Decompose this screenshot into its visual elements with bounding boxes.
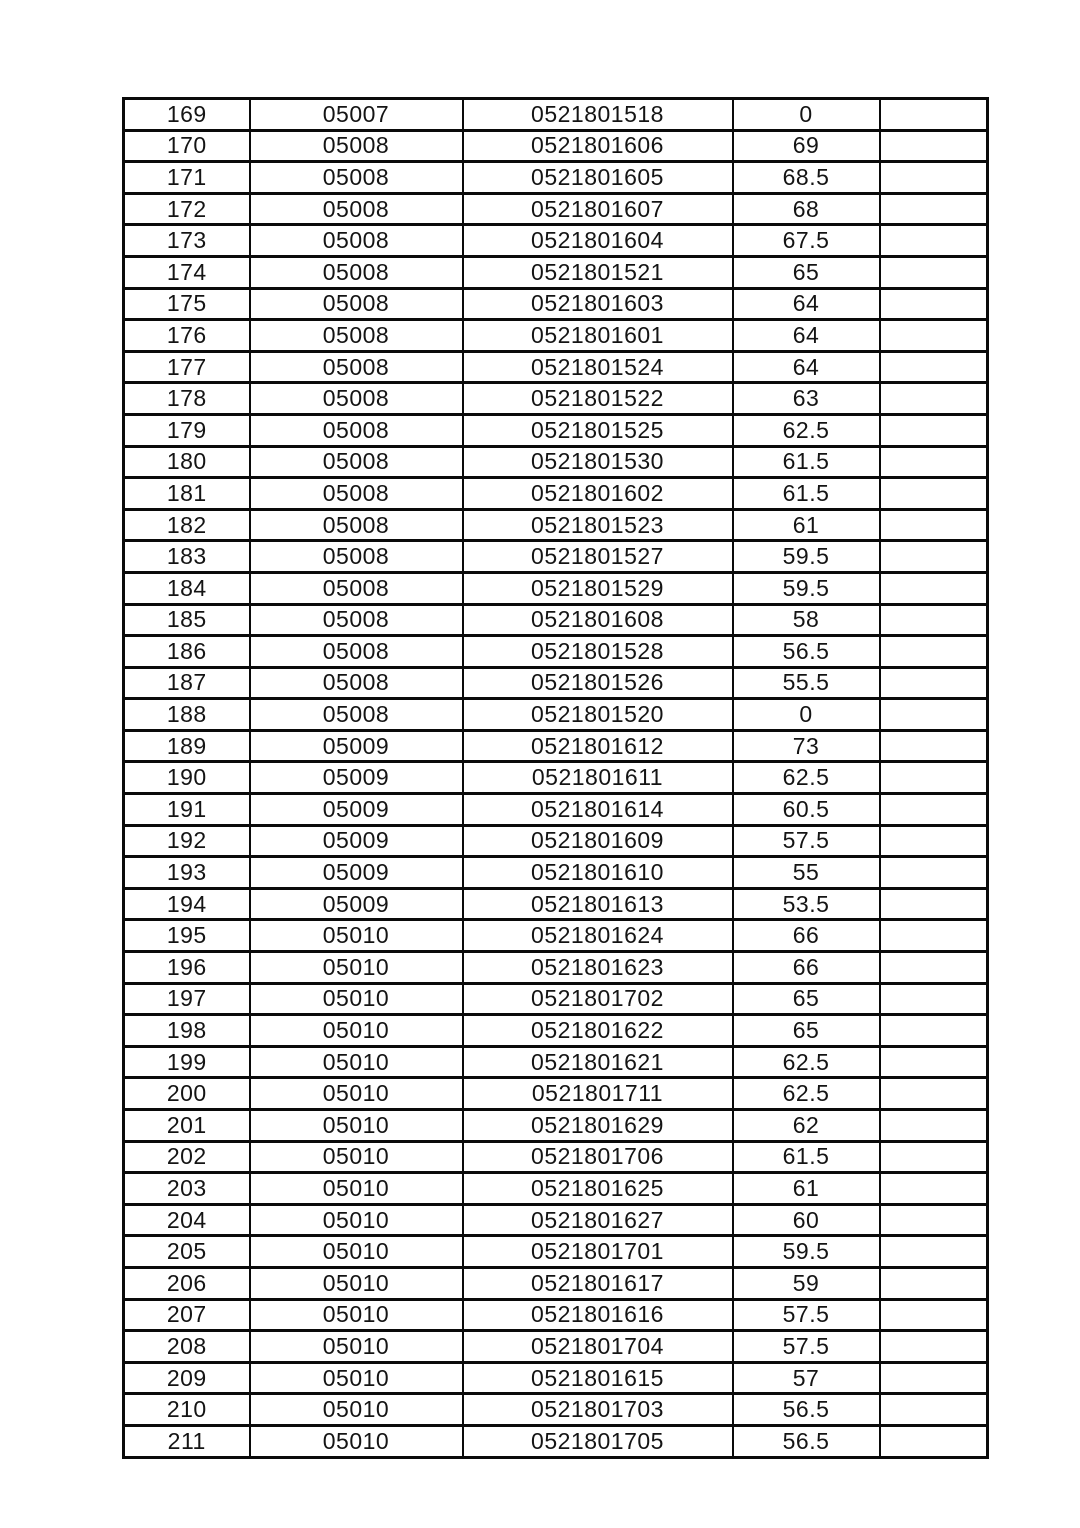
score-cell: 60.5 — [733, 794, 880, 826]
row-number-cell: 172 — [124, 193, 250, 225]
score-cell: 61 — [733, 1173, 880, 1205]
group-code-cell: 05010 — [250, 1236, 463, 1268]
remark-cell — [880, 288, 988, 320]
candidate-id-cell: 0521801612 — [463, 730, 733, 762]
group-code-cell: 05010 — [250, 1173, 463, 1205]
group-code-cell: 05008 — [250, 288, 463, 320]
remark-cell — [880, 857, 988, 889]
candidate-id-cell: 0521801602 — [463, 478, 733, 510]
remark-cell — [880, 1299, 988, 1331]
row-number-cell: 178 — [124, 383, 250, 415]
group-code-cell: 05010 — [250, 1015, 463, 1047]
row-number-cell: 179 — [124, 414, 250, 446]
table-row — [124, 1236, 988, 1268]
group-code-cell: 05008 — [250, 383, 463, 415]
candidate-id-cell: 0521801518 — [463, 99, 733, 131]
remark-cell — [880, 1141, 988, 1173]
group-code-cell: 05010 — [250, 1267, 463, 1299]
group-code-cell: 05010 — [250, 1299, 463, 1331]
remark-cell — [880, 825, 988, 857]
row-number-cell: 173 — [124, 225, 250, 257]
candidate-id-cell: 0521801603 — [463, 288, 733, 320]
score-cell: 69 — [733, 130, 880, 162]
row-number-cell: 187 — [124, 667, 250, 699]
row-number-cell: 184 — [124, 572, 250, 604]
candidate-id-cell: 0521801610 — [463, 857, 733, 889]
table-row — [124, 888, 988, 920]
remark-cell — [880, 1425, 988, 1457]
remark-cell — [880, 99, 988, 131]
candidate-id-cell: 0521801615 — [463, 1362, 733, 1394]
table-row — [124, 541, 988, 573]
table-row — [124, 193, 988, 225]
group-code-cell: 05007 — [250, 99, 463, 131]
score-cell: 66 — [733, 920, 880, 952]
group-code-cell: 05008 — [250, 636, 463, 668]
score-cell: 65 — [733, 1015, 880, 1047]
remark-cell — [880, 1394, 988, 1426]
group-code-cell: 05010 — [250, 1046, 463, 1078]
score-cell: 65 — [733, 983, 880, 1015]
score-cell: 56.5 — [733, 1425, 880, 1457]
candidate-id-cell: 0521801629 — [463, 1110, 733, 1142]
remark-cell — [880, 1331, 988, 1363]
row-number-cell: 202 — [124, 1141, 250, 1173]
remark-cell — [880, 699, 988, 731]
remark-cell — [880, 1173, 988, 1205]
score-cell: 64 — [733, 320, 880, 352]
row-number-cell: 194 — [124, 888, 250, 920]
score-cell: 61 — [733, 509, 880, 541]
table-row — [124, 794, 988, 826]
candidate-id-cell: 0521801530 — [463, 446, 733, 478]
row-number-cell: 203 — [124, 1173, 250, 1205]
score-cell: 60 — [733, 1204, 880, 1236]
candidate-id-cell: 0521801711 — [463, 1078, 733, 1110]
group-code-cell: 05008 — [250, 604, 463, 636]
remark-cell — [880, 636, 988, 668]
score-cell: 57 — [733, 1362, 880, 1394]
group-code-cell: 05008 — [250, 130, 463, 162]
remark-cell — [880, 572, 988, 604]
group-code-cell: 05009 — [250, 857, 463, 889]
score-cell: 59.5 — [733, 572, 880, 604]
remark-cell — [880, 478, 988, 510]
score-cell: 53.5 — [733, 888, 880, 920]
table-row — [124, 225, 988, 257]
score-cell: 65 — [733, 256, 880, 288]
table-row — [124, 1173, 988, 1205]
table-row — [124, 1299, 988, 1331]
table-row — [124, 762, 988, 794]
table-row — [124, 1267, 988, 1299]
score-cell: 66 — [733, 952, 880, 984]
row-number-cell: 185 — [124, 604, 250, 636]
score-cell: 0 — [733, 99, 880, 131]
candidate-id-cell: 0521801622 — [463, 1015, 733, 1047]
score-cell: 73 — [733, 730, 880, 762]
row-number-cell: 192 — [124, 825, 250, 857]
candidate-id-cell: 0521801529 — [463, 572, 733, 604]
group-code-cell: 05010 — [250, 1078, 463, 1110]
score-table — [122, 97, 989, 1459]
score-cell: 64 — [733, 288, 880, 320]
candidate-id-cell: 0521801703 — [463, 1394, 733, 1426]
candidate-id-cell: 0521801704 — [463, 1331, 733, 1363]
score-cell: 55.5 — [733, 667, 880, 699]
table-row — [124, 983, 988, 1015]
remark-cell — [880, 193, 988, 225]
candidate-id-cell: 0521801701 — [463, 1236, 733, 1268]
group-code-cell: 05008 — [250, 256, 463, 288]
candidate-id-cell: 0521801614 — [463, 794, 733, 826]
row-number-cell: 207 — [124, 1299, 250, 1331]
remark-cell — [880, 414, 988, 446]
remark-cell — [880, 383, 988, 415]
group-code-cell: 05010 — [250, 1362, 463, 1394]
group-code-cell: 05008 — [250, 572, 463, 604]
group-code-cell: 05010 — [250, 983, 463, 1015]
table-row — [124, 1362, 988, 1394]
remark-cell — [880, 320, 988, 352]
row-number-cell: 199 — [124, 1046, 250, 1078]
group-code-cell: 05009 — [250, 888, 463, 920]
remark-cell — [880, 730, 988, 762]
row-number-cell: 170 — [124, 130, 250, 162]
remark-cell — [880, 1015, 988, 1047]
group-code-cell: 05010 — [250, 1394, 463, 1426]
table-row — [124, 730, 988, 762]
row-number-cell: 189 — [124, 730, 250, 762]
remark-cell — [880, 952, 988, 984]
remark-cell — [880, 1078, 988, 1110]
row-number-cell: 181 — [124, 478, 250, 510]
table-row — [124, 256, 988, 288]
group-code-cell: 05010 — [250, 1331, 463, 1363]
remark-cell — [880, 162, 988, 194]
score-cell: 62.5 — [733, 762, 880, 794]
table-row — [124, 636, 988, 668]
candidate-id-cell: 0521801605 — [463, 162, 733, 194]
group-code-cell: 05008 — [250, 193, 463, 225]
group-code-cell: 05009 — [250, 794, 463, 826]
remark-cell — [880, 1204, 988, 1236]
remark-cell — [880, 920, 988, 952]
score-cell: 67.5 — [733, 225, 880, 257]
remark-cell — [880, 604, 988, 636]
table-row — [124, 857, 988, 889]
table-row — [124, 604, 988, 636]
row-number-cell: 205 — [124, 1236, 250, 1268]
remark-cell — [880, 541, 988, 573]
row-number-cell: 176 — [124, 320, 250, 352]
remark-cell — [880, 1267, 988, 1299]
table-row — [124, 478, 988, 510]
row-number-cell: 204 — [124, 1204, 250, 1236]
table-row — [124, 383, 988, 415]
row-number-cell: 182 — [124, 509, 250, 541]
table-row — [124, 1046, 988, 1078]
candidate-id-cell: 0521801604 — [463, 225, 733, 257]
group-code-cell: 05010 — [250, 1141, 463, 1173]
table-row — [124, 699, 988, 731]
score-cell: 61.5 — [733, 478, 880, 510]
score-cell: 56.5 — [733, 636, 880, 668]
remark-cell — [880, 1236, 988, 1268]
remark-cell — [880, 351, 988, 383]
table-row — [124, 351, 988, 383]
group-code-cell: 05008 — [250, 509, 463, 541]
row-number-cell: 175 — [124, 288, 250, 320]
group-code-cell: 05008 — [250, 446, 463, 478]
remark-cell — [880, 225, 988, 257]
remark-cell — [880, 667, 988, 699]
score-cell: 64 — [733, 351, 880, 383]
score-cell: 63 — [733, 383, 880, 415]
row-number-cell: 206 — [124, 1267, 250, 1299]
remark-cell — [880, 794, 988, 826]
row-number-cell: 201 — [124, 1110, 250, 1142]
row-number-cell: 197 — [124, 983, 250, 1015]
group-code-cell: 05009 — [250, 825, 463, 857]
group-code-cell: 05009 — [250, 762, 463, 794]
table-row — [124, 320, 988, 352]
candidate-id-cell: 0521801616 — [463, 1299, 733, 1331]
row-number-cell: 174 — [124, 256, 250, 288]
row-number-cell: 209 — [124, 1362, 250, 1394]
remark-cell — [880, 256, 988, 288]
table-row — [124, 99, 988, 131]
table-row — [124, 1141, 988, 1173]
candidate-id-cell: 0521801611 — [463, 762, 733, 794]
score-cell: 0 — [733, 699, 880, 731]
table-row — [124, 825, 988, 857]
candidate-id-cell: 0521801525 — [463, 414, 733, 446]
row-number-cell: 196 — [124, 952, 250, 984]
group-code-cell: 05010 — [250, 1110, 463, 1142]
candidate-id-cell: 0521801522 — [463, 383, 733, 415]
candidate-id-cell: 0521801608 — [463, 604, 733, 636]
remark-cell — [880, 1362, 988, 1394]
row-number-cell: 190 — [124, 762, 250, 794]
row-number-cell: 188 — [124, 699, 250, 731]
remark-cell — [880, 1110, 988, 1142]
group-code-cell: 05008 — [250, 225, 463, 257]
candidate-id-cell: 0521801621 — [463, 1046, 733, 1078]
candidate-id-cell: 0521801524 — [463, 351, 733, 383]
candidate-id-cell: 0521801601 — [463, 320, 733, 352]
row-number-cell: 186 — [124, 636, 250, 668]
group-code-cell: 05010 — [250, 1204, 463, 1236]
candidate-id-cell: 0521801627 — [463, 1204, 733, 1236]
row-number-cell: 191 — [124, 794, 250, 826]
candidate-id-cell: 0521801521 — [463, 256, 733, 288]
score-cell: 62.5 — [733, 1046, 880, 1078]
candidate-id-cell: 0521801606 — [463, 130, 733, 162]
group-code-cell: 05008 — [250, 667, 463, 699]
candidate-id-cell: 0521801528 — [463, 636, 733, 668]
row-number-cell: 169 — [124, 99, 250, 131]
table-row — [124, 1331, 988, 1363]
score-cell: 58 — [733, 604, 880, 636]
score-cell: 55 — [733, 857, 880, 889]
group-code-cell: 05008 — [250, 699, 463, 731]
remark-cell — [880, 446, 988, 478]
candidate-id-cell: 0521801623 — [463, 952, 733, 984]
table-row — [124, 130, 988, 162]
table-row — [124, 1110, 988, 1142]
row-number-cell: 195 — [124, 920, 250, 952]
score-cell: 59.5 — [733, 1236, 880, 1268]
table-row — [124, 1078, 988, 1110]
remark-cell — [880, 762, 988, 794]
remark-cell — [880, 130, 988, 162]
row-number-cell: 193 — [124, 857, 250, 889]
group-code-cell: 05008 — [250, 320, 463, 352]
candidate-id-cell: 0521801625 — [463, 1173, 733, 1205]
candidate-id-cell: 0521801527 — [463, 541, 733, 573]
score-cell: 59.5 — [733, 541, 880, 573]
table-row — [124, 509, 988, 541]
group-code-cell: 05008 — [250, 478, 463, 510]
group-code-cell: 05010 — [250, 1425, 463, 1457]
score-cell: 56.5 — [733, 1394, 880, 1426]
group-code-cell: 05008 — [250, 541, 463, 573]
row-number-cell: 208 — [124, 1331, 250, 1363]
table-row — [124, 288, 988, 320]
score-cell: 62.5 — [733, 1078, 880, 1110]
table-row — [124, 162, 988, 194]
table-row — [124, 667, 988, 699]
group-code-cell: 05008 — [250, 351, 463, 383]
candidate-id-cell: 0521801613 — [463, 888, 733, 920]
table-row — [124, 446, 988, 478]
table-row — [124, 1394, 988, 1426]
candidate-id-cell: 0521801526 — [463, 667, 733, 699]
score-table-body — [124, 99, 988, 1458]
candidate-id-cell: 0521801624 — [463, 920, 733, 952]
table-row — [124, 952, 988, 984]
candidate-id-cell: 0521801706 — [463, 1141, 733, 1173]
group-code-cell: 05008 — [250, 414, 463, 446]
row-number-cell: 171 — [124, 162, 250, 194]
row-number-cell: 180 — [124, 446, 250, 478]
score-cell: 57.5 — [733, 1299, 880, 1331]
group-code-cell: 05009 — [250, 730, 463, 762]
remark-cell — [880, 983, 988, 1015]
candidate-id-cell: 0521801607 — [463, 193, 733, 225]
score-cell: 68 — [733, 193, 880, 225]
score-cell: 57.5 — [733, 1331, 880, 1363]
row-number-cell: 211 — [124, 1425, 250, 1457]
score-cell: 62.5 — [733, 414, 880, 446]
group-code-cell: 05010 — [250, 920, 463, 952]
score-cell: 62 — [733, 1110, 880, 1142]
group-code-cell: 05010 — [250, 952, 463, 984]
table-row — [124, 414, 988, 446]
remark-cell — [880, 888, 988, 920]
candidate-id-cell: 0521801702 — [463, 983, 733, 1015]
candidate-id-cell: 0521801617 — [463, 1267, 733, 1299]
row-number-cell: 200 — [124, 1078, 250, 1110]
table-row — [124, 920, 988, 952]
candidate-id-cell: 0521801705 — [463, 1425, 733, 1457]
score-cell: 61.5 — [733, 1141, 880, 1173]
score-cell: 68.5 — [733, 162, 880, 194]
remark-cell — [880, 1046, 988, 1078]
table-row — [124, 1204, 988, 1236]
row-number-cell: 210 — [124, 1394, 250, 1426]
score-cell: 57.5 — [733, 825, 880, 857]
score-cell: 59 — [733, 1267, 880, 1299]
table-row — [124, 1015, 988, 1047]
row-number-cell: 183 — [124, 541, 250, 573]
remark-cell — [880, 509, 988, 541]
row-number-cell: 198 — [124, 1015, 250, 1047]
group-code-cell: 05008 — [250, 162, 463, 194]
candidate-id-cell: 0521801520 — [463, 699, 733, 731]
score-cell: 61.5 — [733, 446, 880, 478]
candidate-id-cell: 0521801523 — [463, 509, 733, 541]
candidate-id-cell: 0521801609 — [463, 825, 733, 857]
row-number-cell: 177 — [124, 351, 250, 383]
table-row — [124, 1425, 988, 1457]
table-row — [124, 572, 988, 604]
